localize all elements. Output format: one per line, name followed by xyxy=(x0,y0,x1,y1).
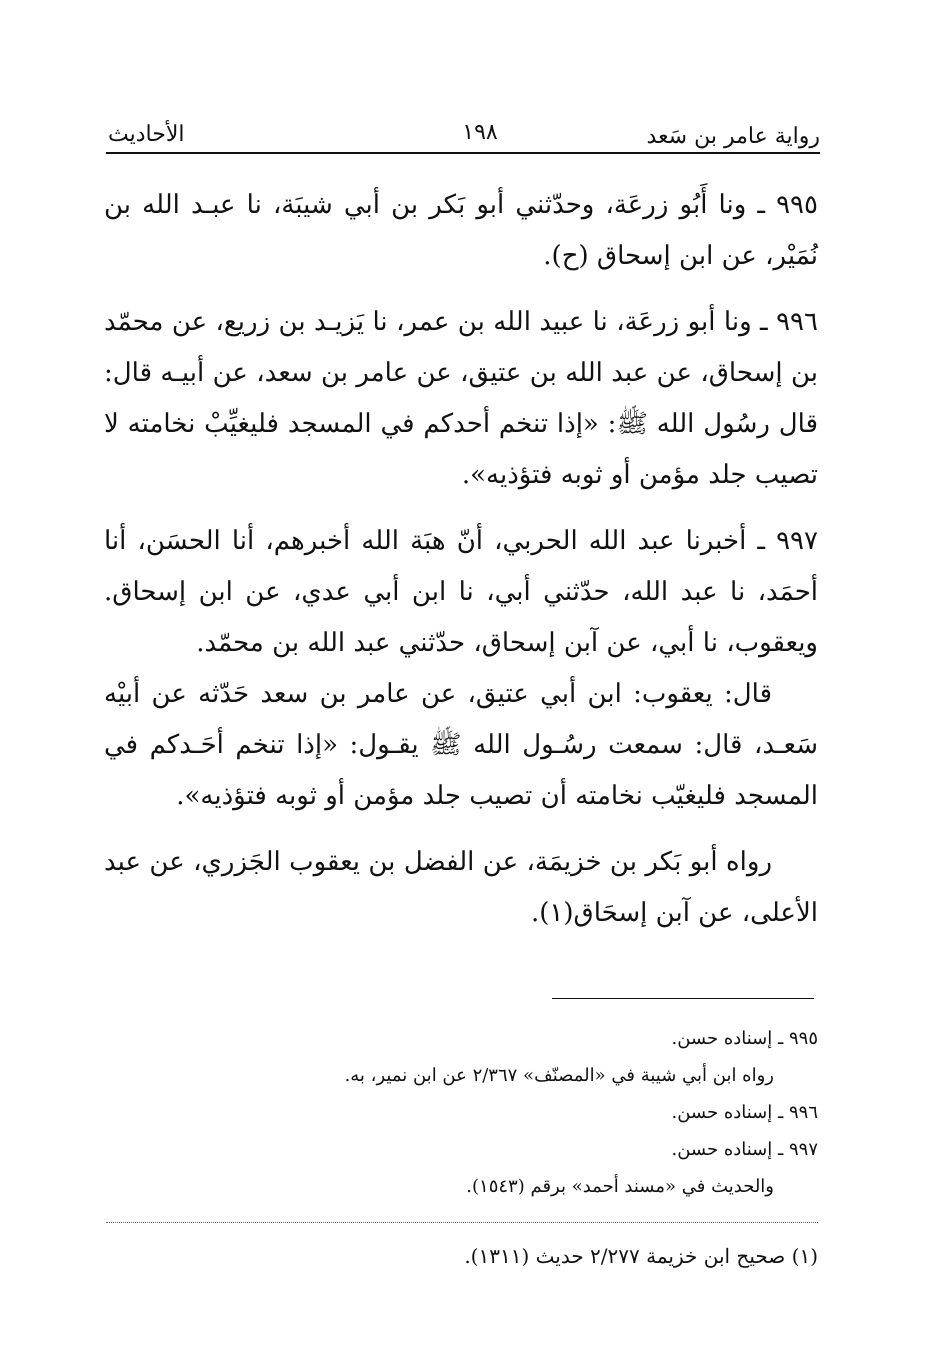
hadith-997-continuation: قال: يعقوب: ابن أبي عتيق، عن عامر بن سعد حَدّثه عن أبيْه سَعـد، قال: سمعت رسُـول الله ﷺ يقـول: «إذا تنخم أحَـدكم في المسجد فليغيّب نخامته أن تصيب جلد مؤمن أو ثوبه فتؤذيه». xyxy=(104,679,818,811)
endnote-divider xyxy=(106,1222,818,1223)
header-chapter-title: رواية عامر بن سَعد xyxy=(646,124,820,149)
footnote-995-source: رواه ابن أبي شيبة في «المصنّف» ٢/٣٦٧ عن ابن نمير، به. xyxy=(344,1065,774,1086)
footnote-divider xyxy=(552,998,814,999)
hadith-996: ٩٩٦ ـ ونا أبو زرعَة، نا عبيد الله بن عمر، نا يَزيـد بن زريع، عن محمّد بن إسحاق، عن عبد الله بن عتيق، عن عامر بن سعد، عن أبيـه قال: قال رسُول الله ﷺ: «إذا تنخم أحدكم في المسجد فليغيِّبْ نخامته لا تصيب جلد مؤمن أو ثوبه فتؤذيه». xyxy=(104,307,818,490)
running-header xyxy=(100,112,820,148)
footnote-995: ٩٩٥ ـ إسناده حسن. xyxy=(671,1028,818,1049)
header-divider xyxy=(106,152,820,154)
hadith-997: ٩٩٧ ـ أخبرنا عبد الله الحربي، أنّ هبَة الله أخبرهم، أنا الحسَن، أنا أحمَد، نا عبد الله، حدّثني أبي، نا ابن أبي عدي، عن ابن إسحاق. ويعقوب، نا أبي، عن آبن إسحاق، حدّثني عبد الله بن محمّد. xyxy=(104,526,818,658)
footnote-997-source: والحديث في «مسند أحمد» برقم (١٥٤٣). xyxy=(466,1176,774,1197)
page-number: ١٩٨ xyxy=(462,120,498,145)
footnote-997: ٩٩٧ ـ إسناده حسن. xyxy=(671,1139,818,1160)
main-text xyxy=(104,180,818,954)
endnote-1: (١) صحيح ابن خزيمة ٢/٢٧٧ حديث (١٣١١). xyxy=(464,1244,818,1268)
narration-note: رواه أبو بَكر بن خزيمَة، عن الفضل بن يعقوب الجَزري، عن عبد الأعلى، عن آبن إسحَاق(١). xyxy=(104,847,818,928)
footnotes xyxy=(210,1020,818,1205)
hadith-995: ٩٩٥ ـ ونا أَبُو زرعَة، وحدّثني أبو بَكر بن أبي شيبَة، نا عبـد الله بن نُمَيْر، عن ابن إسحاق (ح). xyxy=(104,190,818,271)
header-section-title: الأحاديث xyxy=(108,122,185,147)
footnote-996: ٩٩٦ ـ إسناده حسن. xyxy=(671,1102,818,1123)
